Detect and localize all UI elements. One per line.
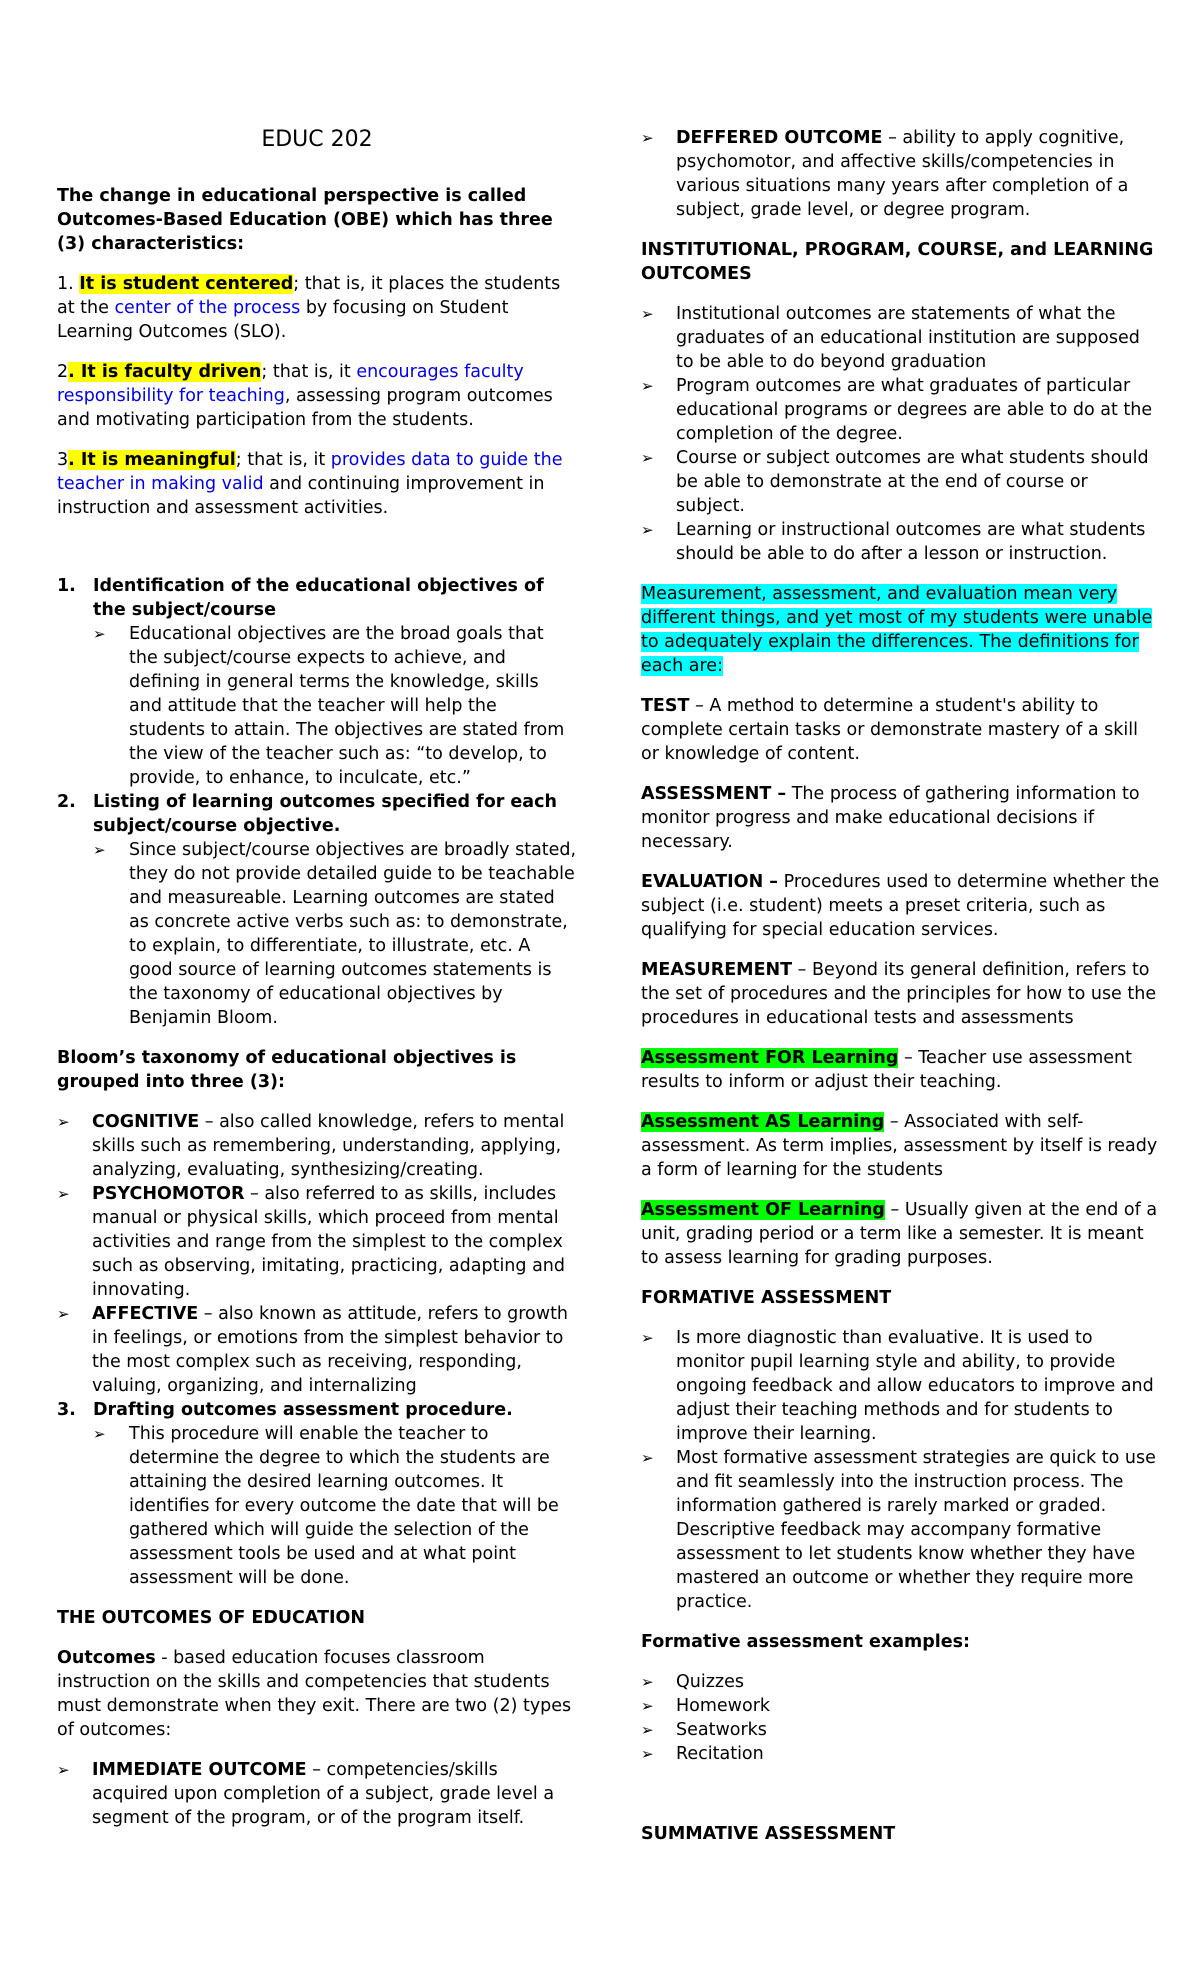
def-assessment-of-learning: Assessment OF Learning – Usually given at the end of a unit, grading period or a term like a semester. It is meant to assess learning for grading purposes. [641, 1200, 1158, 1268]
inst-item: ➢ Course or subject outcomes are what students should be able to demonstrate at the end of course or subject. [605, 446, 1161, 518]
bloom-heading: Bloom’s taxonomy of educational objectives is grouped into three (3): [57, 1048, 517, 1092]
step-3-heading: Drafting outcomes assessment procedure. [93, 1400, 513, 1420]
example-item: ➢ Seatworks [605, 1718, 1161, 1742]
bloom-psychomotor: ➢ PSYCHOMOTOR – also referred to as skills, includes manual or physical skills, which proceed from mental activities and range from the simplest to the complex such as observing, imitating, practicing, adapting and innovating. [21, 1182, 577, 1302]
def-evaluation: EVALUATION – Procedures used to determine whether the subject (i.e. student) meets a preset criteria, such as qualifying for special education services. [641, 872, 1160, 940]
examples-heading: Formative assessment examples: [641, 1632, 971, 1652]
examples-list [605, 1670, 1161, 1766]
def-assessment-as-learning: Assessment AS Learning – Associated with self-assessment. As term implies, assessment by itself is ready a form of learning for the students [641, 1112, 1158, 1180]
step-3: 3. Drafting outcomes assessment procedure. ➢ This procedure will enable the teacher to determine the degree to which the students are attaining the desired learning outcomes. It identifies for every outcome the date that will be gathered which will guide the selection of the assessment tools be used and at what point assessment will be done. [57, 1398, 577, 1590]
obe-characteristic-3: 3. It is meaningful; that is, it provides data to guide the teacher in making valid and continuing improvement in instruction and assessment activities. [57, 450, 563, 518]
bloom-list [21, 1110, 577, 1398]
page-title: EDUC 202 [261, 127, 373, 152]
step-1-heading: Identification of the educational objectives of the subject/course [93, 576, 544, 620]
outcome-types-list-cont [605, 126, 1161, 222]
right-column [641, 126, 1161, 1846]
step-1-bullet: ➢ Educational objectives are the broad goals that the subject/course expects to achieve, and defining in general terms the knowledge, skills and attitude that the teacher will help the students to attain. The objectives are stated from the view of the teacher such as: “to develop, to provide, to enhance, to inculcate, etc.” [93, 622, 577, 790]
bloom-affective: ➢ AFFECTIVE – also known as attitude, refers to growth in feelings, or emotions from the simplest behavior to the most complex such as receiving, responding, valuing, organizing, and internalizing [21, 1302, 577, 1398]
step-2-bullet: ➢ Since subject/course objectives are broadly stated, they do not provide detailed guide to be teachable and measureable. Learning outcomes are stated as concrete active verbs such as: to demonstrate, to explain, to differentiate, to illustrate, etc. A good source of learning outcomes statements is the taxonomy of educational objectives by Benjamin Bloom. [93, 838, 577, 1030]
summative-heading: SUMMATIVE ASSESSMENT [641, 1824, 896, 1844]
example-item: ➢ Recitation [605, 1742, 1161, 1766]
formative-item: ➢ Most formative assessment strategies are quick to use and fit seamlessly into the instruction process. The information gathered is rarely marked or graded. Descriptive feedback may accompany formative assessment to let students know whether they have mastered an outcome or whether they require more practice. [605, 1446, 1161, 1614]
inst-item: ➢ Institutional outcomes are statements of what the graduates of an educational institution are supposed to be able to do beyond graduation [605, 302, 1161, 374]
left-column [57, 122, 577, 1830]
example-item: ➢ Quizzes [605, 1670, 1161, 1694]
bloom-cognitive: ➢ COGNITIVE – also called knowledge, refers to mental skills such as remembering, understanding, applying, analyzing, evaluating, synthesizing/creating. [21, 1110, 577, 1182]
formative-heading: FORMATIVE ASSESSMENT [641, 1288, 892, 1308]
outcome-types-list [21, 1758, 577, 1830]
step-2: 2. Listing of learning outcomes specified for each subject/course objective. ➢ Since subject/course objectives are broadly stated, they do not provide detailed guide to be teachable and measureable. Learning outcomes are stated as concrete active verbs such as: to demonstrate, to explain, to differentiate, to illustrate, etc. A good source of learning outcomes statements is the taxonomy of educational objectives by Benjamin Bloom. [57, 790, 577, 1030]
deferred-outcome: ➢ DEFFERED OUTCOME – ability to apply cognitive, psychomotor, and affective skills/competencies in various situations many years after completion of a subject, grade level, or degree program. [605, 126, 1161, 222]
def-test: TEST – A method to determine a student's ability to complete certain tasks or demonstrate mastery of a skill or knowledge of content. [641, 696, 1138, 764]
def-assessment-for-learning: Assessment FOR Learning – Teacher use assessment results to inform or adjust their teaching. [641, 1048, 1132, 1092]
outcomes-heading: THE OUTCOMES OF EDUCATION [57, 1608, 366, 1628]
inst-item: ➢ Program outcomes are what graduates of particular educational programs or degrees are able to do at the completion of the degree. [605, 374, 1161, 446]
def-measurement: MEASUREMENT – Beyond its general definition, refers to the set of procedures and the principles for how to use the procedures in educational tests and assessments [641, 960, 1157, 1028]
example-item: ➢ Homework [605, 1694, 1161, 1718]
inst-outcomes-list [605, 302, 1161, 566]
outcomes-paragraph: Outcomes - based education focuses classroom instruction on the skills and competencies that students must demonstrate when they exit. There are two (2) types of outcomes: [57, 1648, 572, 1740]
def-assessment: ASSESSMENT – The process of gathering information to monitor progress and make educational decisions if necessary. [641, 784, 1140, 852]
immediate-outcome: ➢ IMMEDIATE OUTCOME – competencies/skills acquired upon completion of a subject, grade level a segment of the program, or of the program itself. [21, 1758, 577, 1830]
obe-intro: The change in educational perspective is called Outcomes-Based Education (OBE) which has three (3) characteristics: [57, 186, 553, 254]
inst-heading: INSTITUTIONAL, PROGRAM, COURSE, and LEARNING OUTCOMES [641, 240, 1154, 284]
obe-steps-list-cont [57, 1398, 577, 1590]
inst-item: ➢ Learning or instructional outcomes are what students should be able to do after a lesson or instruction. [605, 518, 1161, 566]
step-1: 1. Identification of the educational objectives of the subject/course ➢ Educational objectives are the broad goals that the subject/course expects to achieve, and defining in general terms the knowledge, skills and attitude that the teacher will help the students to attain. The objectives are stated from the view of the teacher such as: “to develop, to provide, to enhance, to inculcate, etc.” [57, 574, 577, 790]
formative-list [605, 1326, 1161, 1614]
mae-note: Measurement, assessment, and evaluation mean very different things, and yet most of my students were unable to adequately explain the differences. The definitions for each are: [641, 584, 1153, 676]
step-3-bullet: ➢ This procedure will enable the teacher to determine the degree to which the students are attaining the desired learning outcomes. It identifies for every outcome the date that will be gathered which will guide the selection of the assessment tools be used and at what point assessment will be done. [93, 1422, 577, 1590]
formative-item: ➢ Is more diagnostic than evaluative. It is used to monitor pupil learning style and ability, to provide ongoing feedback and allow educators to improve and adjust their teaching methods and for students to improve their learning. [605, 1326, 1161, 1446]
obe-characteristic-1: 1. It is student centered; that is, it places the students at the center of the process by focusing on Student Learning Outcomes (SLO). [57, 274, 561, 342]
obe-steps-list [57, 574, 577, 1030]
step-2-heading: Listing of learning outcomes specified for each subject/course objective. [93, 792, 557, 836]
obe-characteristic-2: 2. It is faculty driven; that is, it encourages faculty responsibility for teaching, assessing program outcomes and motivating participation from the students. [57, 362, 553, 430]
